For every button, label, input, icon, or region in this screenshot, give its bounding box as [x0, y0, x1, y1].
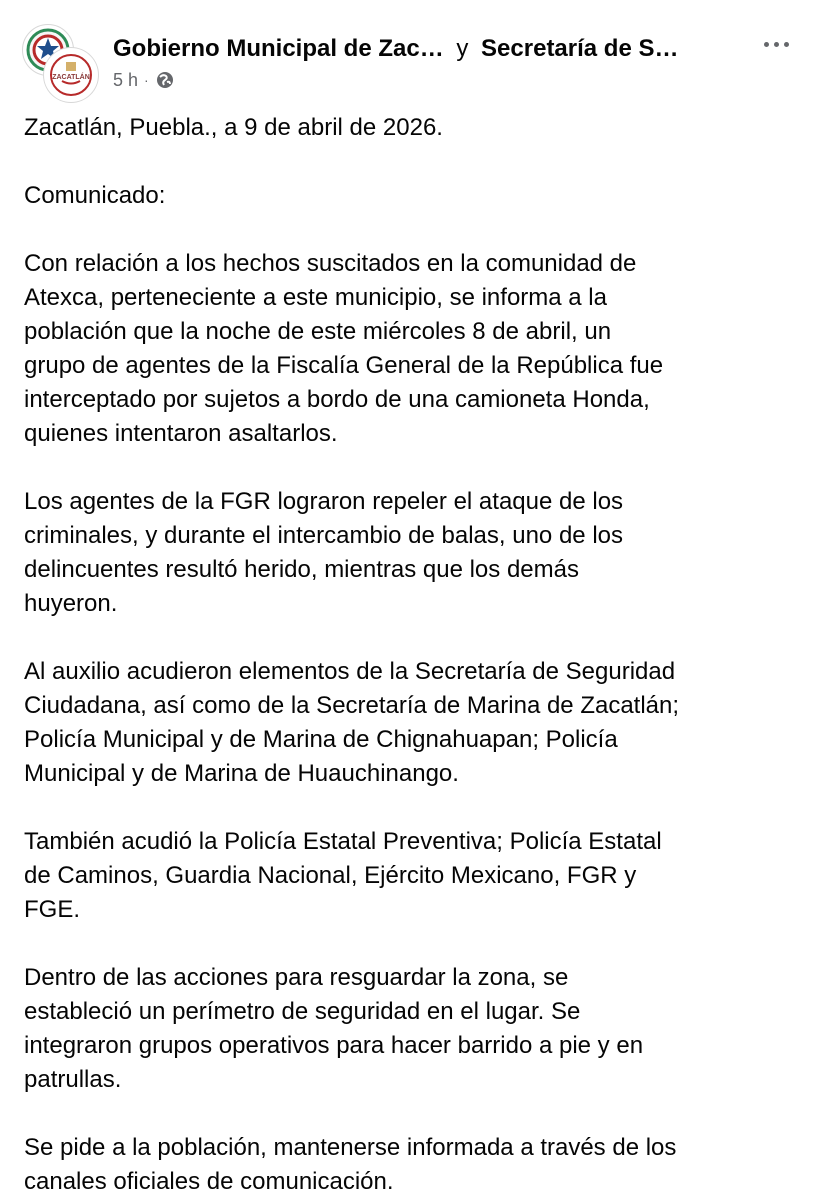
more-options-icon[interactable] — [752, 30, 800, 58]
author-connector: y — [456, 35, 469, 62]
post-paragraph-5: Dentro de las acciones para resguardar la zona, se estableció un perímetro de seguridad en el lugar. Se integraron grupos operativos para hacer barrido a pie y en patrullas. — [24, 964, 644, 1093]
post-date-line: Zacatlán, Puebla., a 9 de abril de 2026. — [24, 114, 443, 141]
author-avatars[interactable] — [22, 24, 98, 100]
post-header — [0, 0, 822, 108]
meta-separator: · — [144, 72, 149, 88]
more-dot — [784, 42, 789, 47]
author-secondary-link[interactable]: Secretaría de S… — [481, 35, 679, 62]
post-paragraph-1: Con relación a los hechos suscitados en la comunidad de Atexca, perteneciente a este municipio, se informa a la población que la noche de este miércoles 8 de abril, un grupo de agentes de la Fiscalía General de la República fue interceptado por sujetos a bordo de una camioneta Honda, quienes intentaron asaltarlos. — [24, 250, 664, 447]
author-primary-link[interactable]: Gobierno Municipal de Zac… — [113, 35, 444, 62]
more-dot — [774, 42, 779, 47]
post-authors[interactable] — [113, 34, 753, 64]
post-paragraph-3: Al auxilio acudieron elementos de la Secretaría de Seguridad Ciudadana, así como de la Secretaría de Marina de Zacatlán; Policía Municipal y de Marina de Chignahuapan; Policía Municipal y de Marina de Huauchinango. — [24, 658, 680, 787]
gobierno-zacatlan-avatar[interactable] — [44, 48, 98, 102]
post-heading: Comunicado: — [24, 182, 166, 209]
post-paragraph-2: Los agentes de la FGR lograron repeler el ataque de los criminales, y durante el intercambio de balas, uno de los delincuentes resultó herido, mientras que los demás huyeron. — [24, 488, 624, 617]
post-paragraph-4: También acudió la Policía Estatal Preventiva; Policía Estatal de Caminos, Guardia Nacional, Ejército Mexicano, FGR y FGE. — [24, 828, 662, 923]
globe-icon[interactable] — [155, 70, 175, 90]
post-content — [24, 111, 804, 1199]
post-meta — [113, 67, 175, 93]
avatar-logo-text: ZACATLÁN — [52, 74, 90, 81]
post-paragraph-6: Se pide a la población, mantenerse informada a través de los canales oficiales de comunicación. — [24, 1134, 677, 1195]
more-dot — [764, 42, 769, 47]
post-time[interactable]: 5 h — [113, 70, 139, 90]
